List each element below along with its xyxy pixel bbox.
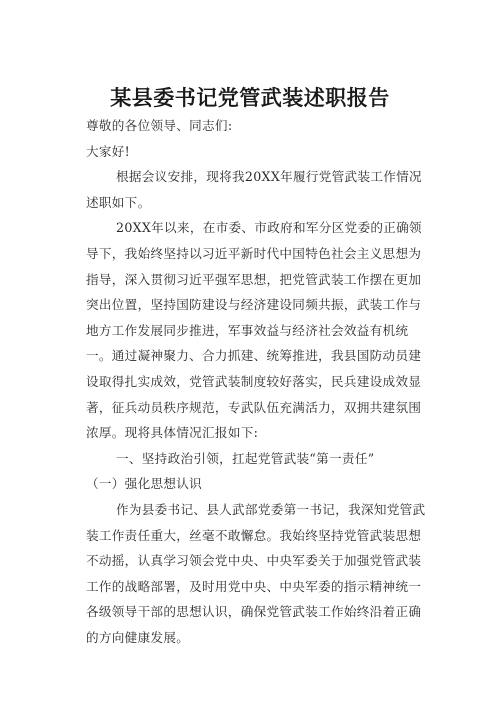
- section-heading: 一、坚持政治引领，扛起党管武装“第一责任”: [116, 450, 375, 466]
- paragraph-overview: 20XX年以来，在市委、市政府和军分区党委的正确领导下，我始终坚持以习近平新时代中国特色社会主义思想为指导，深入贯彻习近平强军思想，把党管武装工作摆在更加突出位置，坚持国防建设与经济建设同频共振，武装工作与地方工作发展同步推进，军事效益与经济社会效益有机统一。通过凝神聚力、合力抓建、统筹推进，我县国防动员建设取得扎实成效，党管武装制度较好落实，民兵建设成效显著，征兵动员秩序规范，专武队伍充满活力，双拥共建氛围浓厚。现将具体情况汇报如下:: [86, 220, 422, 441]
- salutation: 尊敬的各位领导、同志们:: [86, 118, 233, 133]
- document-title: 某县委书记党管武装述职报告: [110, 86, 390, 110]
- subsection-heading: （一）强化思想认识: [86, 476, 203, 492]
- paragraph-awareness-tail: 的方向健康发展。: [86, 629, 190, 645]
- paragraph-awareness: 作为县委书记、县人武部党委第一书记，我深知党管武装工作责任重大，丝毫不敢懈怠。我始终坚持党管武装思想不动摇，认真学习领会党中央、中央军委关于加强党管武装工作的战略部署，及时用党中央、中央军委的指示精神统一各级领导干部的思想认识，确保党管武装工作始终沿着正确: [86, 501, 426, 620]
- intro-paragraph: 根据会议安排，现将我20XX年履行党管武装工作情况述职如下。: [86, 169, 422, 210]
- greeting: 大家好!: [86, 143, 131, 159]
- document-body: [86, 113, 428, 650]
